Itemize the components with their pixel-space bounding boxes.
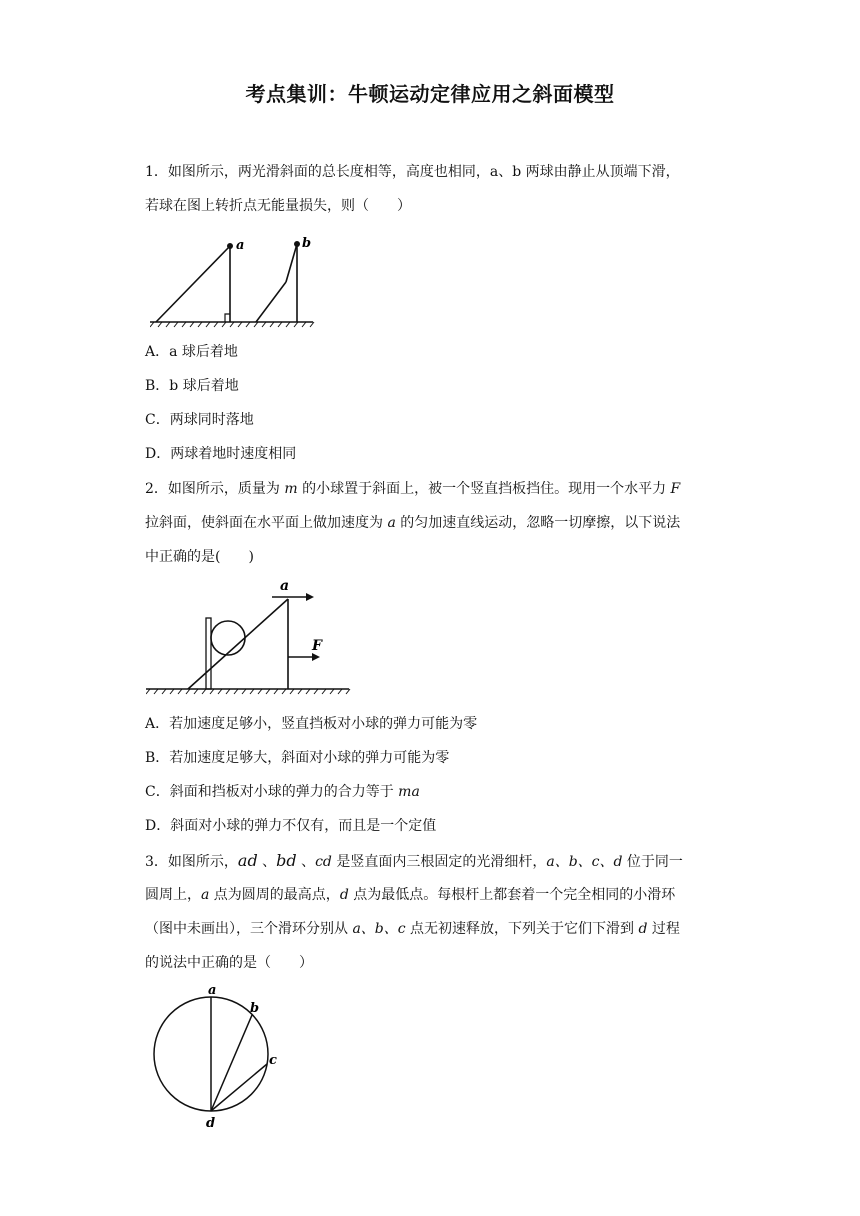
q3-stem-line4: 的说法中正确的是（ ） <box>145 955 313 971</box>
q3-fig-label-b: b <box>250 1001 260 1016</box>
page-title: 考点集训：牛顿运动定律应用之斜面模型 <box>245 82 615 106</box>
q3-points: a、b、c、d <box>546 854 623 870</box>
q3-points-abc: a、b、c <box>352 921 406 937</box>
q2-stem-line2 <box>145 513 680 533</box>
q3-fig-label-a: a <box>208 983 217 998</box>
q2-fig-label-a: a <box>280 578 290 594</box>
q3-fig-label-c: c <box>269 1053 277 1068</box>
q1-fig-label-b: b <box>302 236 312 251</box>
q1-stem-line1: 1．如图所示，两光滑斜面的总长度相等，高度也相同，a、b 两球由静止从顶端下滑， <box>145 164 680 180</box>
q2-figure-wedge <box>146 577 352 703</box>
q2-stem-line1 <box>145 479 680 499</box>
q3-text: （图中未画出），三个滑环分别从 <box>145 921 353 937</box>
q3-point-d: d <box>339 887 349 903</box>
q2-text: 的小球置于斜面上，被一个竖直挡板挡住。现用一个水平力 <box>297 481 671 497</box>
ball-a <box>227 243 233 249</box>
q1-figure-inclines <box>150 236 315 328</box>
q2-option-a: A．若加速度足够小，竖直挡板对小球的弹力可能为零 <box>145 716 478 732</box>
q1-option-b: B．b 球后着地 <box>145 378 239 394</box>
q3-text: 是竖直面内三根固定的光滑细杆， <box>331 854 547 870</box>
q3-text: 、 <box>257 854 277 870</box>
q2-text: C．斜面和挡板对小球的弹力的合力等于 <box>145 784 399 800</box>
q3-fig-label-d: d <box>206 1116 216 1131</box>
q3-text: 点为圆周的最高点， <box>209 887 340 903</box>
q3-text: 过程 <box>647 921 680 937</box>
q3-stem-line3 <box>145 919 680 939</box>
q2-text: 2．如图所示，质量为 <box>145 481 285 497</box>
q3-text: 点为最低点。每根杆上都套着一个完全相同的小滑环 <box>348 887 676 903</box>
q2-var-F: F <box>670 481 681 497</box>
q2-option-b: B．若加速度足够大，斜面对小球的弹力可能为零 <box>145 750 450 766</box>
q2-var-a: a <box>387 515 396 531</box>
q3-stem-line1 <box>145 851 683 872</box>
q2-option-c <box>145 782 420 802</box>
q1-option-c: C．两球同时落地 <box>145 412 254 428</box>
q3-rod-bd: bd <box>276 851 297 870</box>
q2-stem-line3: 中正确的是( ) <box>145 549 254 565</box>
q2-text: 拉斜面，使斜面在水平面上做加速度为 <box>145 515 388 531</box>
q3-text: 圆周上， <box>145 887 201 903</box>
q2-option-d: D．斜面对小球的弹力不仅有，而且是一个定值 <box>145 818 437 834</box>
q3-text: 3．如图所示， <box>145 854 238 870</box>
q3-text: 位于同一 <box>622 854 683 870</box>
q2-text: 的匀加速直线运动，忽略一切摩擦，以下说法 <box>395 515 681 531</box>
q3-point-a: a <box>201 887 210 903</box>
q3-text: 、 <box>296 854 316 870</box>
q3-figure-circle <box>150 982 290 1134</box>
q3-rod-cd: cd <box>315 854 332 870</box>
q1-fig-label-a: a <box>236 238 245 253</box>
q2-fig-label-F: F <box>312 638 322 654</box>
q3-text: 点无初速释放，下列关于它们下滑到 <box>405 921 639 937</box>
q1-stem-line2: 若球在图上转折点无能量损失，则（ ） <box>145 198 411 214</box>
q1-option-d: D．两球着地时速度相同 <box>145 446 297 462</box>
q3-point-d: d <box>638 921 648 937</box>
ball-b <box>294 241 300 247</box>
q1-option-a: A．a 球后着地 <box>145 344 238 360</box>
q3-rod-ad: ad <box>237 851 258 870</box>
q2-var-m: m <box>284 481 298 497</box>
q3-stem-line2 <box>145 885 675 905</box>
q2-expr-ma: ma <box>398 784 420 800</box>
